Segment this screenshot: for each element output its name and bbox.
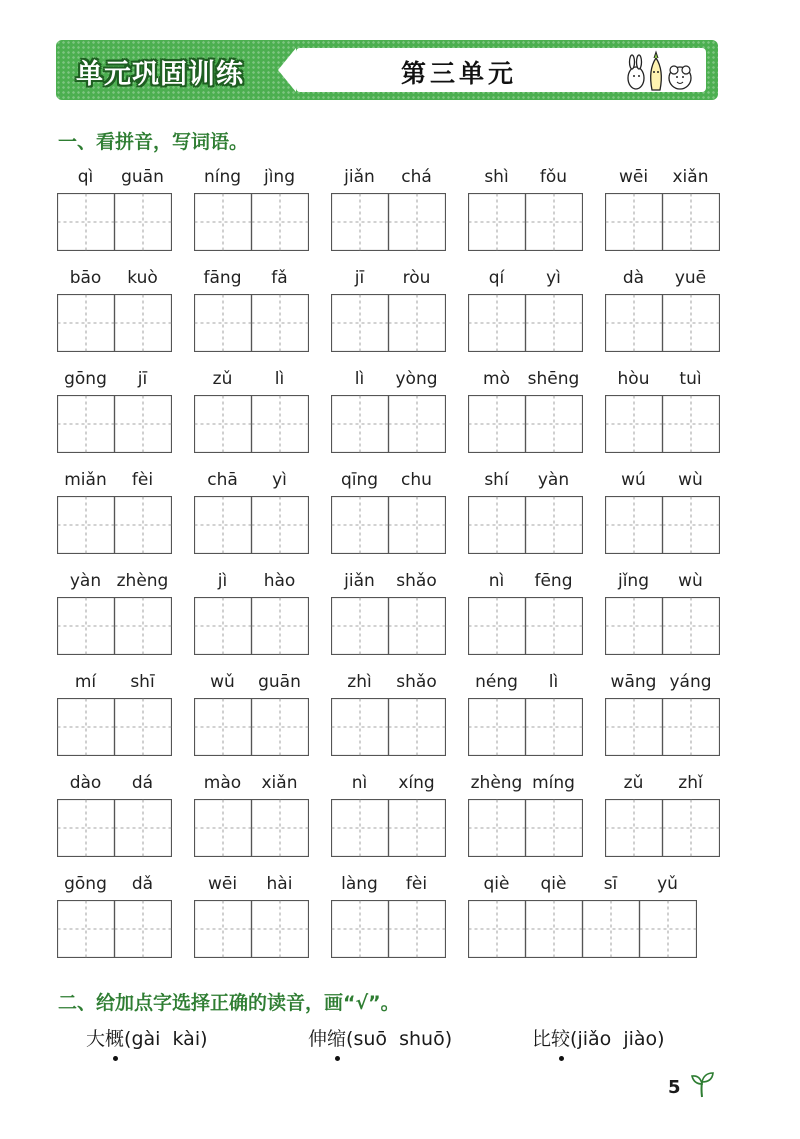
pinyin-label: wǔ [210, 672, 235, 692]
section2-title: 二、给加点字选择正确的读音，画“√”。 [58, 992, 400, 1014]
pinyin-label: xiǎn [672, 167, 709, 187]
word-cell [331, 571, 445, 654]
pinyin-label: zhèng [470, 773, 523, 793]
pinyin-label: wú [621, 470, 646, 490]
emphasis-dot [335, 1056, 340, 1061]
word-cell [194, 773, 308, 856]
tian-grid-boxes[interactable] [605, 294, 720, 352]
tian-grid-boxes[interactable] [331, 496, 446, 554]
word-cell [331, 874, 445, 957]
pinyin-label: zhèng [116, 571, 169, 591]
word-cell [331, 470, 445, 553]
pinyin-label: ròu [402, 268, 431, 288]
word-cell [468, 773, 582, 856]
pinyin-label: kuò [127, 268, 158, 288]
pinyin-label: wēi [207, 874, 238, 894]
pinyin-label: qì [77, 167, 94, 187]
dotted-char: 较 [551, 1024, 570, 1051]
pinyin-options[interactable]: (suō shuō) [346, 1028, 453, 1050]
word-cell [331, 773, 445, 856]
pinyin-label: wēi [618, 167, 649, 187]
tian-grid-boxes[interactable] [331, 900, 446, 958]
pinyin-label: qiè [540, 874, 567, 894]
word-cell [194, 167, 308, 250]
pinyin-label: qiè [483, 874, 510, 894]
pinyin-label: dá [131, 773, 154, 793]
pinyin-label: wù [678, 470, 703, 490]
pinyin-label: lì [548, 672, 559, 692]
tian-grid-boxes[interactable] [468, 698, 583, 756]
word-cell [194, 470, 308, 553]
tian-grid-boxes[interactable] [468, 900, 697, 958]
word-cell [605, 773, 719, 856]
tian-grid-boxes[interactable] [468, 799, 583, 857]
pinyin-label: qí [488, 268, 505, 288]
word-cell [605, 369, 719, 452]
tian-grid-boxes[interactable] [468, 395, 583, 453]
word-cell [194, 369, 308, 452]
word-cell [468, 369, 582, 452]
pinyin-label: fāng [203, 268, 242, 288]
tian-grid-boxes[interactable] [57, 799, 172, 857]
pinyin-options[interactable]: (gài kài) [124, 1028, 208, 1050]
word-cell [331, 268, 445, 351]
word-char: 伸 [308, 1028, 328, 1050]
word-cell [468, 874, 696, 957]
pinyin-label: wāng [610, 672, 657, 692]
tian-grid-boxes[interactable] [605, 698, 720, 756]
pinyin-label: jǐng [617, 571, 649, 591]
pinyin-label: shí [484, 470, 509, 490]
pinyin-label: gōng [64, 874, 107, 894]
tian-grid-boxes[interactable] [331, 294, 446, 352]
sprout-icon [688, 1070, 716, 1098]
pinyin-label: sī [603, 874, 618, 894]
header-title: 单元巩固训练 [76, 59, 244, 90]
tian-grid-boxes[interactable] [468, 597, 583, 655]
word-cell [468, 470, 582, 553]
tian-grid-boxes[interactable] [57, 900, 172, 958]
pinyin-label: dǎ [131, 874, 154, 894]
unit-header-banner [56, 40, 718, 100]
pronunciation-item[interactable] [308, 1024, 452, 1051]
pinyin-label: yuē [674, 268, 707, 288]
tian-grid-boxes[interactable] [194, 193, 309, 251]
pinyin-label: tuì [679, 369, 702, 389]
unit-label-box [296, 48, 706, 92]
pinyin-label: mò [483, 369, 510, 389]
word-cell [194, 571, 308, 654]
pinyin-label: dà [622, 268, 645, 288]
unit-label: 第三单元 [401, 59, 518, 88]
pinyin-label: shǎo [396, 571, 437, 591]
pinyin-label: hài [266, 874, 293, 894]
tian-grid-boxes[interactable] [468, 193, 583, 251]
pinyin-label: lì [274, 369, 285, 389]
word-cell [57, 773, 171, 856]
pinyin-label: shǎo [396, 672, 437, 692]
pinyin-label: hào [263, 571, 296, 591]
word-cell [331, 167, 445, 250]
pinyin-label: míng [532, 773, 575, 793]
tian-grid-boxes[interactable] [194, 698, 309, 756]
tian-grid-boxes[interactable] [194, 597, 309, 655]
tian-grid-boxes[interactable] [605, 395, 720, 453]
pinyin-label: yì [272, 470, 287, 490]
dotted-char: 缩 [327, 1024, 346, 1051]
tian-grid-boxes[interactable] [331, 799, 446, 857]
pinyin-label: yàn [69, 571, 102, 591]
pinyin-label: qīng [340, 470, 379, 490]
pinyin-label: shī [130, 672, 155, 692]
pinyin-label: zǔ [212, 369, 233, 389]
tian-grid-boxes[interactable] [468, 294, 583, 352]
pinyin-label: làng [341, 874, 378, 894]
pinyin-label: néng [475, 672, 518, 692]
word-cell [331, 672, 445, 755]
pinyin-label: jì [217, 571, 228, 591]
pinyin-label: nì [488, 571, 505, 591]
tian-grid-boxes[interactable] [331, 395, 446, 453]
pinyin-label: guān [258, 672, 301, 692]
word-cell [57, 268, 171, 351]
pinyin-label: jìng [263, 167, 295, 187]
pinyin-label: chu [401, 470, 432, 490]
word-cell [57, 369, 171, 452]
pinyin-label: chā [207, 470, 238, 490]
tian-grid-boxes[interactable] [57, 193, 172, 251]
pinyin-label: zhǐ [678, 773, 703, 793]
tian-grid-boxes[interactable] [194, 900, 309, 958]
tian-grid-boxes[interactable] [194, 799, 309, 857]
pinyin-label: yòng [395, 369, 438, 389]
page-number: 5 [668, 1077, 681, 1098]
pinyin-label: miǎn [64, 470, 107, 490]
pinyin-label: bāo [69, 268, 102, 288]
tian-grid-boxes[interactable] [605, 496, 720, 554]
pinyin-label: hòu [617, 369, 650, 389]
word-cell [605, 672, 719, 755]
tian-grid-boxes[interactable] [194, 395, 309, 453]
pinyin-label: jī [354, 268, 365, 288]
pinyin-label: nì [351, 773, 368, 793]
pinyin-label: jiǎn [344, 571, 375, 591]
pinyin-label: jī [137, 369, 148, 389]
tian-grid-boxes[interactable] [57, 496, 172, 554]
pinyin-label: shì [484, 167, 509, 187]
word-cell [468, 268, 582, 351]
pinyin-label: fǒu [539, 167, 568, 187]
word-cell [468, 571, 582, 654]
dotted-char: 概 [105, 1024, 124, 1051]
word-cell [57, 470, 171, 553]
word-cell [57, 672, 171, 755]
pinyin-label: yàn [537, 470, 570, 490]
tian-grid-boxes[interactable] [331, 597, 446, 655]
tian-grid-boxes[interactable] [605, 193, 720, 251]
section1-title: 一、看拼音，写词语。 [58, 131, 249, 153]
word-cell [57, 874, 171, 957]
pinyin-label: chá [401, 167, 432, 187]
word-cell [194, 268, 308, 351]
tian-grid-boxes[interactable] [468, 496, 583, 554]
word-cell [57, 167, 171, 250]
pinyin-label: yǔ [657, 874, 678, 894]
word-char: 大 [86, 1028, 106, 1050]
pinyin-label: yì [546, 268, 561, 288]
word-cell [605, 571, 719, 654]
tian-grid-boxes[interactable] [194, 496, 309, 554]
word-cell [605, 470, 719, 553]
pinyin-label: lì [354, 369, 365, 389]
tian-grid-boxes[interactable] [331, 193, 446, 251]
pronunciation-item[interactable] [86, 1024, 208, 1051]
tian-grid-boxes[interactable] [194, 294, 309, 352]
word-cell [468, 672, 582, 755]
word-cell [57, 571, 171, 654]
word-cell [194, 672, 308, 755]
pronunciation-item[interactable] [532, 1024, 665, 1051]
tian-grid-boxes[interactable] [57, 294, 172, 352]
word-cell [331, 369, 445, 452]
pinyin-label: xiǎn [261, 773, 298, 793]
pinyin-label: guān [121, 167, 164, 187]
pinyin-label: zǔ [623, 773, 644, 793]
word-cell [605, 268, 719, 351]
pinyin-label: jiǎn [344, 167, 375, 187]
cartoon-mascots-icon [626, 50, 702, 92]
pinyin-label: níng [203, 167, 242, 187]
tian-grid-boxes[interactable] [57, 395, 172, 453]
word-cell [194, 874, 308, 957]
pinyin-label: fèi [131, 470, 154, 490]
pinyin-options[interactable]: (jiǎo jiào) [570, 1028, 665, 1050]
tian-grid-boxes[interactable] [57, 698, 172, 756]
tian-grid-boxes[interactable] [331, 698, 446, 756]
pinyin-label: fēng [534, 571, 573, 591]
word-char: 比 [532, 1028, 552, 1050]
pinyin-label: shēng [527, 369, 580, 389]
pinyin-label: yáng [669, 672, 712, 692]
pinyin-label: fǎ [271, 268, 288, 288]
pinyin-label: fèi [405, 874, 428, 894]
tian-grid-boxes[interactable] [605, 597, 720, 655]
word-cell [468, 167, 582, 250]
pinyin-label: zhì [347, 672, 372, 692]
tian-grid-boxes[interactable] [605, 799, 720, 857]
pinyin-label: dào [69, 773, 102, 793]
tian-grid-boxes[interactable] [57, 597, 172, 655]
pinyin-label: wù [678, 571, 703, 591]
pinyin-label: gōng [64, 369, 107, 389]
emphasis-dot [559, 1056, 564, 1061]
word-cell [605, 167, 719, 250]
pinyin-label: mí [74, 672, 97, 692]
pinyin-label: mào [203, 773, 242, 793]
pinyin-label: xíng [398, 773, 435, 793]
emphasis-dot [113, 1056, 118, 1061]
